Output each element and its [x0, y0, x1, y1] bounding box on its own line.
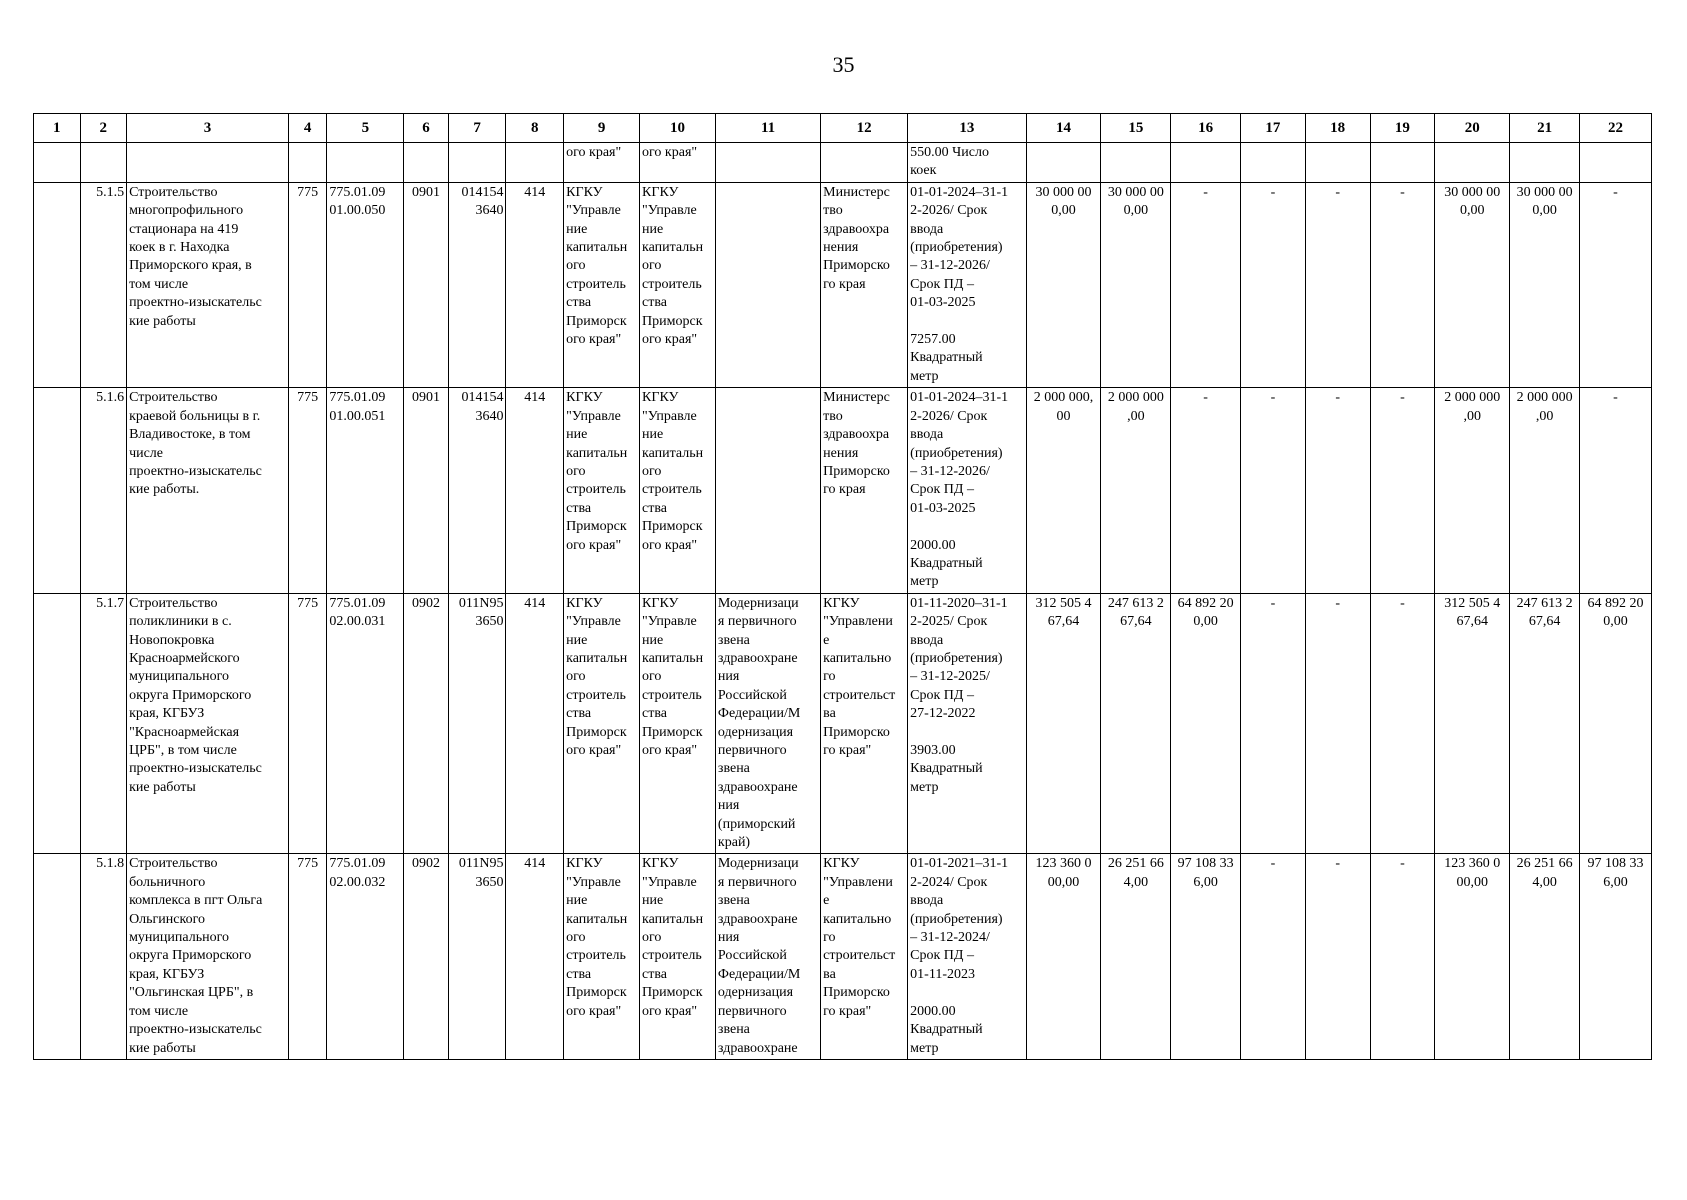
- cell-name: Строительство многопрофильного стационара на 419 коек в г. Находка Приморского края, в том числе проектно-изыскательс кие работы: [127, 182, 289, 387]
- cell-c20: 30 000 00 0,00: [1435, 182, 1510, 387]
- cell-c18: -: [1305, 388, 1370, 593]
- cell-c21: [1510, 143, 1580, 183]
- cell-c7: 011N95 3650: [448, 593, 506, 854]
- cell-c21: 30 000 00 0,00: [1510, 182, 1580, 387]
- cell-c22: 64 892 20 0,00: [1579, 593, 1651, 854]
- column-header: 11: [715, 114, 820, 143]
- cell-empty: [34, 182, 81, 387]
- cell-c6: 0902: [404, 854, 449, 1059]
- table-row: [34, 854, 1652, 1059]
- cell-c13: 01-01-2021–31-1 2-2024/ Срок ввода (приобретения) – 31-12-2024/ Срок ПД – 01-11-2023 2000.00 Квадратный метр: [908, 854, 1026, 1059]
- cell-c15: [1101, 143, 1171, 183]
- cell-c20: 312 505 4 67,64: [1435, 593, 1510, 854]
- cell-c10: КГКУ "Управле ние капитальн ого строитель ства Приморск ого края": [640, 593, 716, 854]
- cell-c7: [448, 143, 506, 183]
- cell-id: [80, 143, 127, 183]
- column-header: 3: [127, 114, 289, 143]
- column-header: 8: [506, 114, 564, 143]
- cell-name: Строительство больничного комплекса в пгт Ольга Ольгинского муниципального округа Приморского края, КГБУЗ "Ольгинская ЦРБ", в том числе проектно-изыскательс кие работы: [127, 854, 289, 1059]
- cell-c17: -: [1241, 388, 1306, 593]
- column-header: 9: [564, 114, 640, 143]
- cell-empty: [34, 854, 81, 1059]
- column-header: 22: [1579, 114, 1651, 143]
- cell-name: [127, 143, 289, 183]
- cell-id: 5.1.5: [80, 182, 127, 387]
- cell-c9: КГКУ "Управле ние капитальн ого строитель ства Приморск ого края": [564, 593, 640, 854]
- column-header: 12: [821, 114, 908, 143]
- cell-c6: 0902: [404, 593, 449, 854]
- cell-c12: КГКУ "Управлени е капитально го строительст ва Приморско го края": [821, 854, 908, 1059]
- column-header: 13: [908, 114, 1026, 143]
- cell-id: 5.1.7: [80, 593, 127, 854]
- cell-c13: 01-11-2020–31-1 2-2025/ Срок ввода (приобретения) – 31-12-2025/ Срок ПД – 27-12-2022 3903.00 Квадратный метр: [908, 593, 1026, 854]
- cell-c16: 97 108 33 6,00: [1171, 854, 1241, 1059]
- column-header: 21: [1510, 114, 1580, 143]
- cell-c17: [1241, 143, 1306, 183]
- cell-c14: 123 360 0 00,00: [1026, 854, 1101, 1059]
- cell-c11: [715, 182, 820, 387]
- cell-c8: 414: [506, 388, 564, 593]
- cell-id: 5.1.6: [80, 388, 127, 593]
- column-header: 16: [1171, 114, 1241, 143]
- column-header: 6: [404, 114, 449, 143]
- cell-c5: 775.01.09 01.00.050: [327, 182, 404, 387]
- cell-name: Строительство краевой больницы в г. Владивостоке, в том числе проектно-изыскательс кие работы.: [127, 388, 289, 593]
- cell-c6: 0901: [404, 182, 449, 387]
- cell-c12: [821, 143, 908, 183]
- column-header: 18: [1305, 114, 1370, 143]
- cell-name: Строительство поликлиники в с. Новопокровка Красноармейского муниципального округа Приморского края, КГБУЗ "Красноармейская ЦРБ", в том числе проектно-изыскательс кие работы: [127, 593, 289, 854]
- cell-c16: 64 892 20 0,00: [1171, 593, 1241, 854]
- table-row: [34, 182, 1652, 387]
- cell-c13: 01-01-2024–31-1 2-2026/ Срок ввода (приобретения) – 31-12-2026/ Срок ПД – 01-03-2025 2000.00 Квадратный метр: [908, 388, 1026, 593]
- cell-c13: 550.00 Число коек: [908, 143, 1026, 183]
- cell-c11: [715, 143, 820, 183]
- column-header: 14: [1026, 114, 1101, 143]
- cell-empty: [34, 593, 81, 854]
- column-header: 7: [448, 114, 506, 143]
- table-row: [34, 593, 1652, 854]
- cell-c17: -: [1241, 593, 1306, 854]
- cell-c22: -: [1579, 182, 1651, 387]
- cell-c19: [1370, 143, 1435, 183]
- page-number: 35: [832, 52, 855, 77]
- cell-c8: 414: [506, 854, 564, 1059]
- cell-c11: Модернизаци я первичного звена здравоохране ния Российской Федерации/М одернизация первичного звена здравоохране ния (приморский край): [715, 593, 820, 854]
- cell-c18: -: [1305, 593, 1370, 854]
- cell-c20: [1435, 143, 1510, 183]
- cell-c19: -: [1370, 593, 1435, 854]
- cell-c11: [715, 388, 820, 593]
- column-header: 10: [640, 114, 716, 143]
- cell-c5: [327, 143, 404, 183]
- column-header: 19: [1370, 114, 1435, 143]
- cell-c15: 247 613 2 67,64: [1101, 593, 1171, 854]
- cell-c17: -: [1241, 182, 1306, 387]
- cell-c14: [1026, 143, 1101, 183]
- header-row: [34, 114, 1652, 143]
- cell-c18: [1305, 143, 1370, 183]
- column-header: 2: [80, 114, 127, 143]
- cell-c9: ого края": [564, 143, 640, 183]
- cell-c4: 775: [288, 593, 326, 854]
- cell-c6: [404, 143, 449, 183]
- column-header: 20: [1435, 114, 1510, 143]
- cell-c22: -: [1579, 388, 1651, 593]
- cell-c9: КГКУ "Управле ние капитальн ого строитель ства Приморск ого края": [564, 388, 640, 593]
- cell-c7: 014154 3640: [448, 388, 506, 593]
- cell-c19: -: [1370, 854, 1435, 1059]
- cell-c5: 775.01.09 01.00.051: [327, 388, 404, 593]
- cell-c14: 30 000 00 0,00: [1026, 182, 1101, 387]
- cell-c16: -: [1171, 182, 1241, 387]
- cell-c15: 26 251 66 4,00: [1101, 854, 1171, 1059]
- cell-c5: 775.01.09 02.00.032: [327, 854, 404, 1059]
- cell-c22: 97 108 33 6,00: [1579, 854, 1651, 1059]
- table-row: [34, 388, 1652, 593]
- cell-c21: 2 000 000 ,00: [1510, 388, 1580, 593]
- cell-c10: КГКУ "Управле ние капитальн ого строитель ства Приморск ого края": [640, 182, 716, 387]
- column-header: 5: [327, 114, 404, 143]
- cell-empty: [34, 388, 81, 593]
- cell-c16: -: [1171, 388, 1241, 593]
- column-header: 17: [1241, 114, 1306, 143]
- cell-c21: 247 613 2 67,64: [1510, 593, 1580, 854]
- cell-c8: [506, 143, 564, 183]
- cell-c7: 014154 3640: [448, 182, 506, 387]
- budget-table: [33, 113, 1652, 1060]
- cell-c5: 775.01.09 02.00.031: [327, 593, 404, 854]
- cell-c8: 414: [506, 182, 564, 387]
- cell-c4: 775: [288, 388, 326, 593]
- cell-c18: -: [1305, 182, 1370, 387]
- cell-c11: Модернизаци я первичного звена здравоохране ния Российской Федерации/М одернизация первичного звена здравоохране: [715, 854, 820, 1059]
- cell-c6: 0901: [404, 388, 449, 593]
- cell-c9: КГКУ "Управле ние капитальн ого строитель ства Приморск ого края": [564, 854, 640, 1059]
- cell-c12: КГКУ "Управлени е капитально го строительст ва Приморско го края": [821, 593, 908, 854]
- table-row: [34, 143, 1652, 183]
- cell-c4: 775: [288, 854, 326, 1059]
- cell-c10: КГКУ "Управле ние капитальн ого строитель ства Приморск ого края": [640, 854, 716, 1059]
- cell-c15: 2 000 000 ,00: [1101, 388, 1171, 593]
- cell-c15: 30 000 00 0,00: [1101, 182, 1171, 387]
- cell-c12: Министерс тво здравоохра нения Приморско го края: [821, 182, 908, 387]
- cell-c16: [1171, 143, 1241, 183]
- cell-c19: -: [1370, 388, 1435, 593]
- cell-c4: 775: [288, 182, 326, 387]
- column-header: 4: [288, 114, 326, 143]
- cell-c20: 123 360 0 00,00: [1435, 854, 1510, 1059]
- cell-c20: 2 000 000 ,00: [1435, 388, 1510, 593]
- cell-c22: [1579, 143, 1651, 183]
- cell-c13: 01-01-2024–31-1 2-2026/ Срок ввода (приобретения) – 31-12-2026/ Срок ПД – 01-03-2025 7257.00 Квадратный метр: [908, 182, 1026, 387]
- cell-c19: -: [1370, 182, 1435, 387]
- cell-c21: 26 251 66 4,00: [1510, 854, 1580, 1059]
- cell-c10: КГКУ "Управле ние капитальн ого строитель ства Приморск ого края": [640, 388, 716, 593]
- column-header: 15: [1101, 114, 1171, 143]
- cell-c8: 414: [506, 593, 564, 854]
- cell-id: 5.1.8: [80, 854, 127, 1059]
- cell-c10: ого края": [640, 143, 716, 183]
- column-header: 1: [34, 114, 81, 143]
- cell-c7: 011N95 3650: [448, 854, 506, 1059]
- cell-c12: Министерс тво здравоохра нения Приморско го края: [821, 388, 908, 593]
- cell-c9: КГКУ "Управле ние капитальн ого строитель ства Приморск ого края": [564, 182, 640, 387]
- cell-c18: -: [1305, 854, 1370, 1059]
- cell-c14: 2 000 000, 00: [1026, 388, 1101, 593]
- cell-empty: [34, 143, 81, 183]
- cell-c4: [288, 143, 326, 183]
- cell-c14: 312 505 4 67,64: [1026, 593, 1101, 854]
- cell-c17: -: [1241, 854, 1306, 1059]
